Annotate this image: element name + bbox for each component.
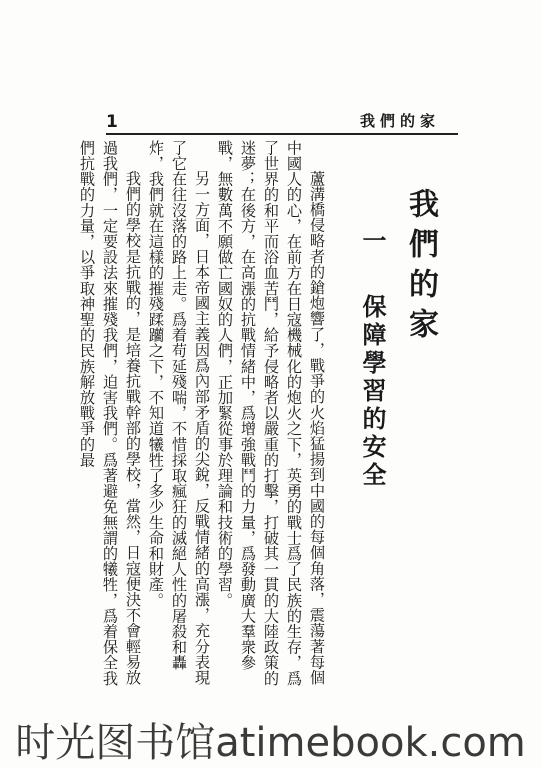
section-heading	[355, 228, 390, 490]
running-title: 我們的家	[360, 112, 441, 130]
paragraph-text: 另一方面，日本帝國主義因爲內部矛盾的尖銳，反戰情緒的高漲，充分表現了它在往沒落的路上走。爲着苟延殘喘，不惜採取瘋狂的滅絕人性的屠殺和轟炸，我們就在這樣的摧殘蹂躪之下，不知道犧牲了多少生命和財產。	[147, 140, 211, 686]
header-rule	[106, 133, 458, 135]
section-title: 保障學習的安全	[358, 294, 387, 490]
paragraph-text: 蘆溝橋侵略者的鎗炮響了，戰爭的火焰猛揚到中國的每個角落，震蕩著每個中國人的心，在前方在日寇機械化的炮火之下，英勇的戰士爲了民族的生存，爲了世界的和平而浴血苦鬥，給予侵略者以嚴重的打擊，打破其一貫的大陸政策的迷夢；在後方，在高漲的抗戰情緒中，爲增強戰鬥的力量，爲發動廣大羣衆參戰，無數萬不願做亡國奴的人們，正加緊從事於理論和技術的學習。	[216, 140, 326, 686]
watermark: 时光图书馆atimebook.com	[15, 720, 526, 766]
chapter-title: 我們的家	[403, 188, 438, 348]
paragraph	[144, 140, 213, 700]
section-number: 一	[358, 228, 387, 256]
body-text	[78, 140, 328, 700]
page-number: 1	[106, 112, 118, 132]
paragraph	[75, 140, 144, 700]
paragraph	[213, 140, 328, 700]
paragraph-text: 我們的學校是抗戰的，是培養抗戰幹部的學校，當然，日寇便決不會輕易放過我們，一定要設法來摧殘我們，迫害我們。爲著避免無謂的犧牲，爲着保全我們抗戰的力量，以爭取神聖的民族解放戰爭的最	[78, 140, 142, 686]
